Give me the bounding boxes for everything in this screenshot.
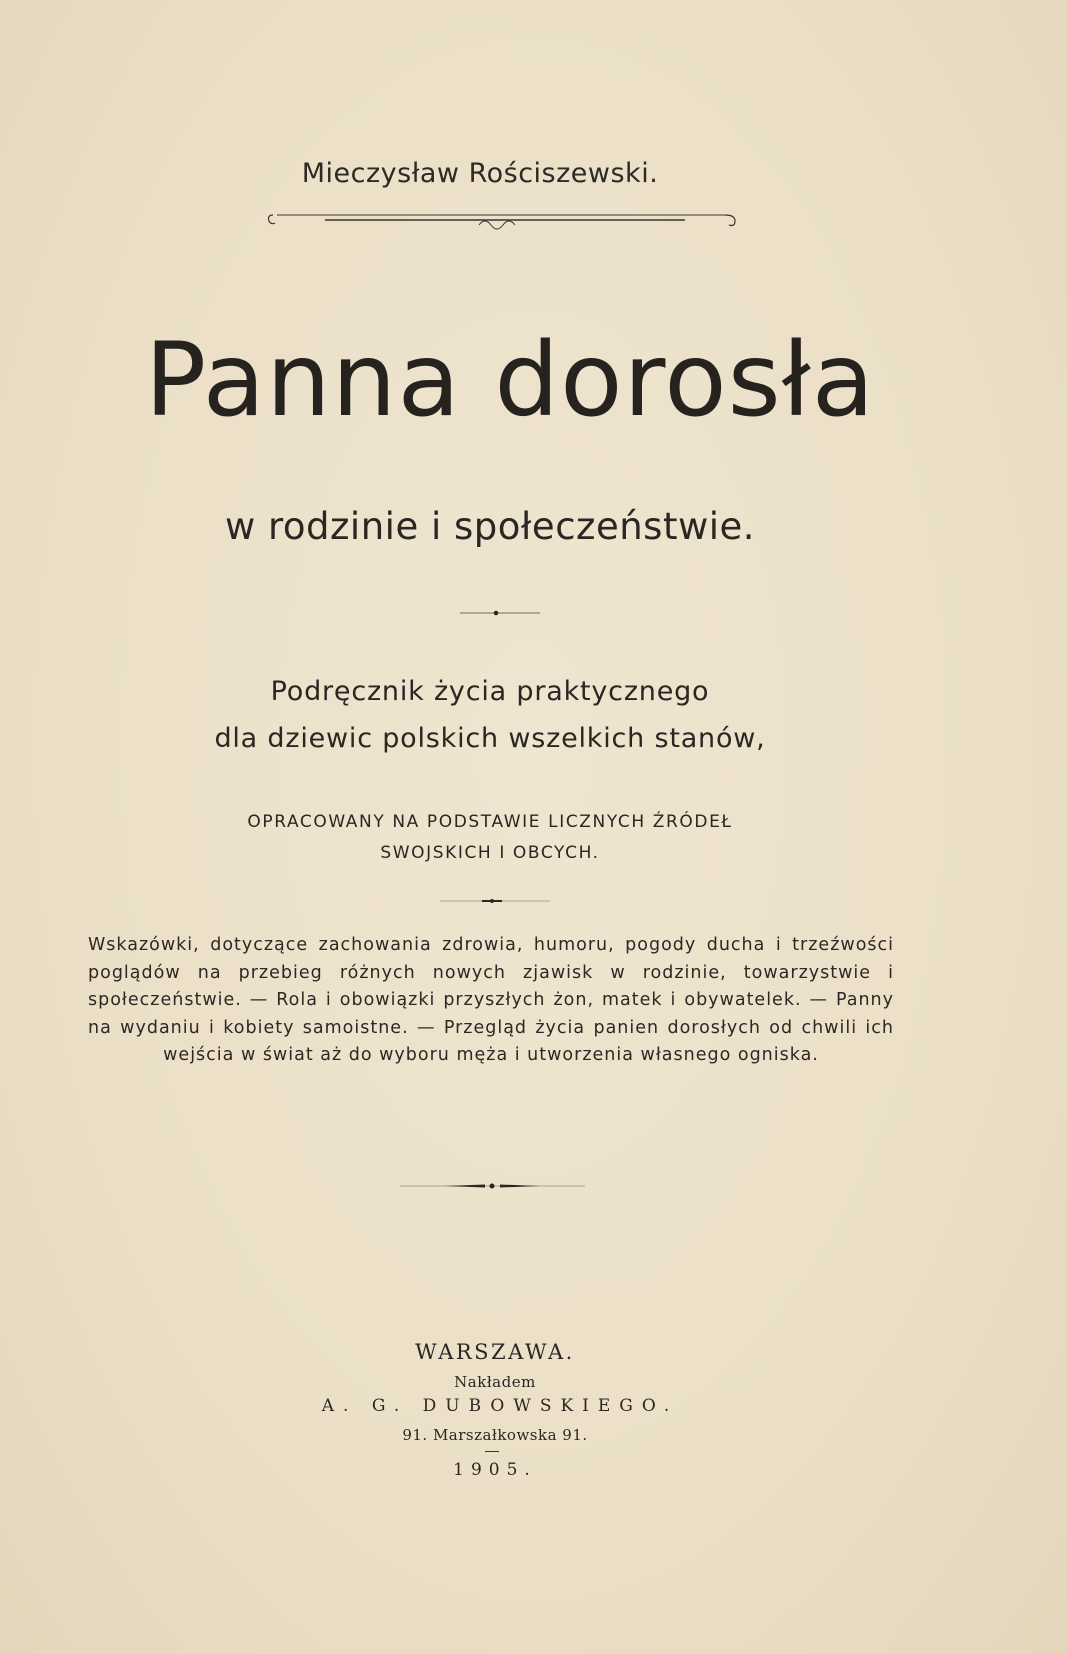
description-line-2: dla dziewic polskich wszelkich stanów, bbox=[214, 723, 766, 754]
imprint-address: 91. Marszałkowska 91. bbox=[402, 1426, 588, 1444]
ornament-rule-top bbox=[265, 205, 745, 235]
imprint-city: WARSZAWA. bbox=[415, 1340, 575, 1364]
imprint-publisher: A. G. DUBOWSKIEGO. bbox=[321, 1396, 679, 1416]
divider-ornament-3 bbox=[400, 1180, 585, 1192]
caps-line-2: SWOJSKICH I OBCYCH. bbox=[380, 843, 600, 863]
contents-paragraph: Wskazówki, dotyczące zachowania zdrowia, humoru, pogody ducha i trzeźwości poglądów na przebieg różnych nowych zjawisk w rodzinie, towarzystwie i społeczeństwie. — Rola i obowiązki przyszłych żon, matek i obywatelek. — Panny na wydaniu i kobiety samoistne. — Przegląd życia panien dorosłych od chwili ich wejścia w świat aż do wyboru męża i utworzenia własnego ogniska. bbox=[88, 935, 894, 1065]
divider-ornament-1 bbox=[460, 608, 540, 618]
divider-ornament-2 bbox=[440, 896, 550, 906]
book-subtitle: w rodzinie i społeczeństwie. bbox=[224, 505, 756, 548]
caps-line-1: OPRACOWANY NA PODSTAWIE LICZNYCH ŹRÓDEŁ bbox=[247, 812, 733, 832]
imprint-year: 1905. bbox=[453, 1460, 537, 1480]
author-name: Mieczysław Rościszewski. bbox=[301, 158, 659, 189]
book-title: Panna dorosła bbox=[144, 321, 876, 440]
imprint-small-rule bbox=[485, 1451, 499, 1452]
description-line-1: Podręcznik życia praktycznego bbox=[270, 676, 710, 707]
imprint-naklad: Nakładem bbox=[454, 1373, 536, 1391]
